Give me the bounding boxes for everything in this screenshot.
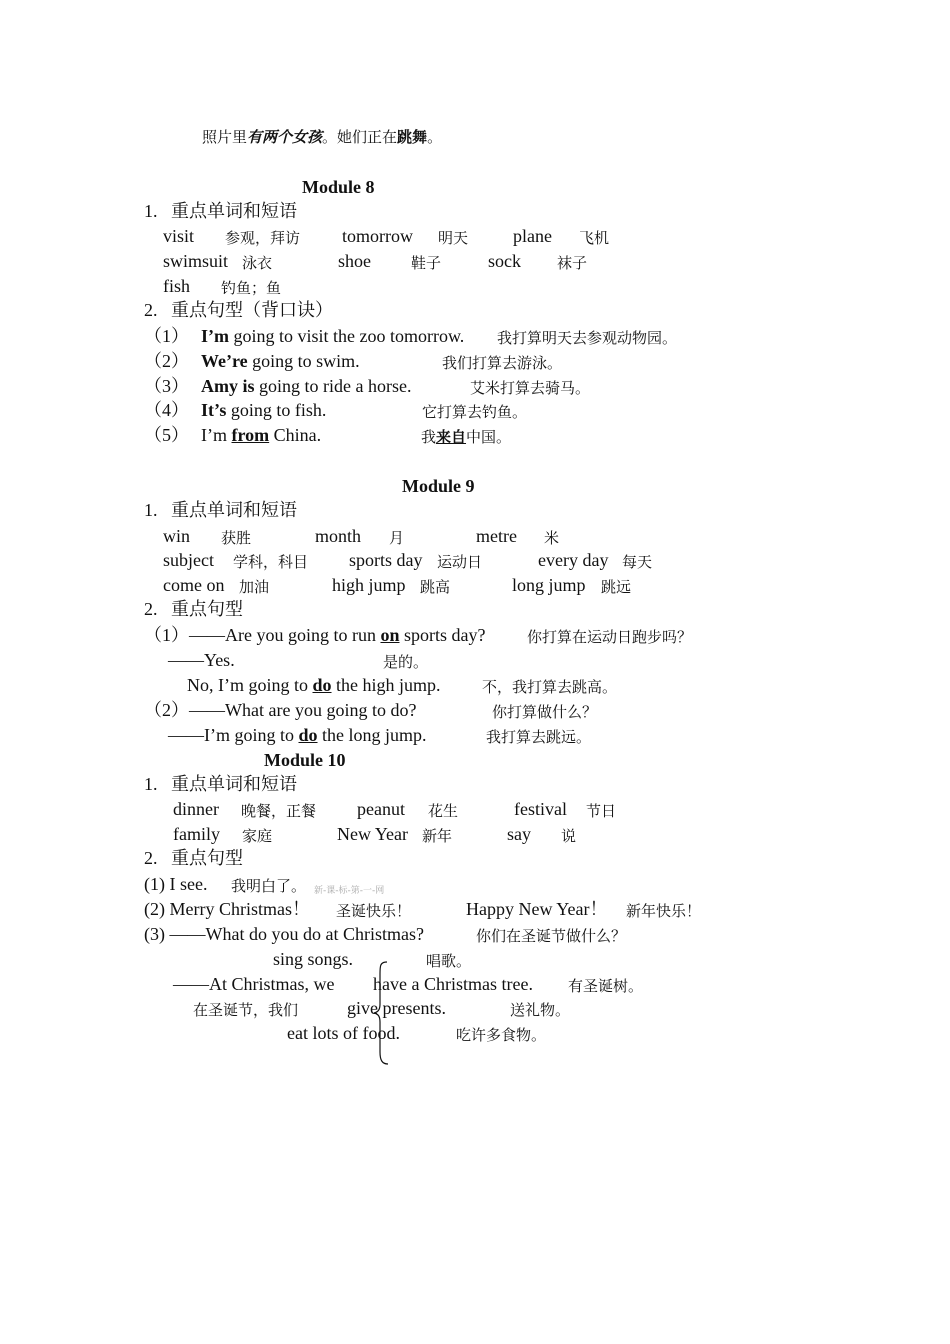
vocab-word: every day [538,550,609,570]
dialog-keyword: do [298,725,318,745]
m9-section-vocab: 1. 重点单词和短语 [144,500,297,520]
sentence-bold: We’re [201,351,248,371]
vocab-word: dinner [173,799,219,819]
dialog-translation: 是的。 [383,653,429,671]
sentence-rest: I’m [201,425,232,445]
phrase: (2) Merry Christmas！ [144,899,310,919]
dialog-keyword: on [380,625,400,645]
vocab-meaning: 跳高 [420,578,451,596]
vocab-word: fish [163,276,190,296]
vocab-word: swimsuit [163,251,229,271]
dialog-text: No, I’m going to [187,675,313,695]
m10-section-sentences: 2. 重点句型 [144,848,243,868]
vocab-meaning: 鞋子 [411,254,442,272]
sentence-rest: going to visit the zoo tomorrow. [229,326,465,346]
sentence-rest: going to fish. [226,400,327,420]
vocab-meaning: 说 [561,827,577,845]
sentence [201,399,326,421]
dialog-answer [168,724,427,746]
module-9-title: Module 9 [402,476,475,496]
vocab-meaning: 米 [544,529,560,547]
dialog-translation: 你打算在运动日跑步吗？ [527,628,693,646]
activity-translation: 唱歌。 [426,952,472,970]
dialog-question: (3) ——What do you do at Christmas? [144,924,424,944]
vocab-meaning: 新年 [422,827,453,845]
phrase-translation: 圣诞快乐！ [336,902,412,920]
dialog-question: （2）——What are you going to do? [144,700,417,720]
vocab-meaning: 跳远 [601,578,632,596]
sentence-number: （5） [144,425,189,445]
vocab-word: sock [488,251,521,271]
vocab-meaning: 参观，拜访 [225,229,301,247]
watermark: 新-课-标-第-一-网 [314,886,385,896]
vocab-meaning: 学科，科目 [233,553,309,571]
dialog-answer-translation: 在圣诞节，我们 [193,1001,299,1019]
module-10-title: Module 10 [264,750,346,770]
sentence [201,375,411,397]
dialog-question [144,624,485,646]
activity-translation: 送礼物。 [510,1001,571,1019]
vocab-meaning: 加油 [239,578,270,596]
sentence [201,325,464,347]
dialog-text: the long jump. [317,725,427,745]
phrase: (1) I see. [144,874,208,894]
vocab-word: peanut [357,799,405,819]
vocab-meaning: 飞机 [579,229,610,247]
vocab-meaning: 获胜 [221,529,252,547]
vocab-meaning: 钓鱼；鱼 [221,279,282,297]
phrase-translation: 我明白了。 [231,877,307,895]
activity-translation: 有圣诞树。 [568,977,644,995]
activity-option: have a Christmas tree. [373,974,533,994]
sentence-rest: China. [269,425,322,445]
vocab-word: subject [163,550,214,570]
sentence-keyword: from [231,425,270,445]
dialog-translation: 你打算做什么？ [492,703,598,721]
sentence-bold: I’m [201,326,229,346]
sentence [201,350,360,372]
vocab-word: month [315,526,362,546]
activity-translation: 吃许多食物。 [456,1026,547,1044]
dialog-text: （1）——Are you going to run [144,625,381,645]
vocab-word: long jump [512,575,586,595]
intro-text: 照片里 [202,128,248,146]
sentence-translation: 我打算明天去参观动物园。 [497,329,678,347]
dialog-keyword: do [312,675,332,695]
vocab-word: sports day [349,550,423,570]
phrase: Happy New Year！ [466,899,608,919]
dialog-answer: ——Yes. [168,650,235,670]
activity-option: eat lots of food. [287,1023,400,1043]
sentence-translation [421,426,511,448]
vocab-word: say [507,824,531,844]
vocab-word: visit [163,226,195,246]
vocab-word: win [163,526,190,546]
sentence-rest: going to ride a horse. [254,376,412,396]
dialog-answer: ——At Christmas, we [173,974,335,994]
sentence-translation: 艾米打算去骑马。 [470,379,591,397]
vocab-word: tomorrow [342,226,413,246]
sentence-translation: 我们打算去游泳。 [442,354,563,372]
sentence-number: （3） [144,376,189,396]
sentence [201,424,321,446]
vocab-word: shoe [338,251,371,271]
vocab-word: family [173,824,220,844]
vocab-meaning: 泳衣 [242,254,273,272]
translation-keyword: 来自 [436,428,467,446]
translation-text: 中国。 [466,428,512,446]
dialog-text: sports day? [399,625,486,645]
phrase-translation: 新年快乐！ [626,902,702,920]
vocab-word: New Year [337,824,408,844]
m10-section-vocab: 1. 重点单词和短语 [144,774,297,794]
intro-emphasis: 跳舞 [397,128,428,146]
sentence-number: （2） [144,351,189,371]
dialog-text: the high jump. [331,675,441,695]
intro-line [202,126,442,148]
intro-text: 。 [427,128,443,146]
vocab-meaning: 每天 [622,553,653,571]
intro-emphasis: 有两个女孩 [247,128,323,146]
vocab-word: come on [163,575,225,595]
vocab-word: high jump [332,575,406,595]
vocab-meaning: 运动日 [437,553,483,571]
sentence-bold: Amy is [201,376,255,396]
m8-section-sentences: 2. 重点句型（背口诀） [144,300,333,320]
sentence-number: （4） [144,400,189,420]
sentence-translation: 它打算去钓鱼。 [422,403,528,421]
vocab-word: plane [513,226,552,246]
translation-text: 我 [421,428,437,446]
vocab-meaning: 晚餐，正餐 [241,802,317,820]
vocab-word: festival [514,799,567,819]
activity-option: sing songs. [273,949,354,969]
intro-text: 。她们正在 [322,128,398,146]
dialog-text: ——I’m going to [168,725,299,745]
activity-option: give presents. [347,998,446,1018]
m9-section-sentences: 2. 重点句型 [144,599,243,619]
m8-section-vocab: 1. 重点单词和短语 [144,201,297,221]
sentence-rest: going to swim. [247,351,360,371]
vocab-meaning: 月 [389,529,405,547]
dialog-translation: 不，我打算去跳高。 [482,678,618,696]
vocab-meaning: 明天 [438,229,469,247]
dialog-answer [187,674,441,696]
vocab-meaning: 家庭 [242,827,273,845]
module-8-title: Module 8 [302,177,375,197]
vocab-meaning: 节日 [586,802,617,820]
sentence-bold: It’s [201,400,227,420]
vocab-word: metre [476,526,517,546]
vocab-meaning: 花生 [428,802,459,820]
dialog-translation: 你们在圣诞节做什么？ [476,927,627,945]
sentence-number: （1） [144,326,189,346]
dialog-translation: 我打算去跳远。 [486,728,592,746]
curly-brace-icon [370,960,394,1066]
vocab-meaning: 袜子 [557,254,588,272]
